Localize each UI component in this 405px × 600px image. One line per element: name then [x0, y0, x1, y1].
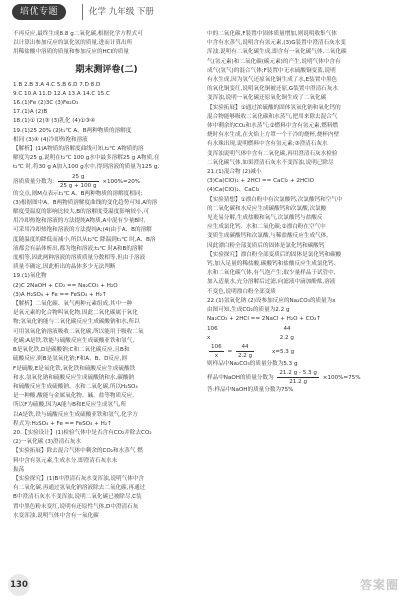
analysis-line: 变质生成碳酸钙和次氯酸,与稀盐酸反应生成气体,	[207, 233, 329, 240]
answer-line: 9.C 10.A 11.D 12.A 13.A 14.C 15.C	[13, 90, 110, 97]
subject-label: 化学 九年级 下册	[82, 4, 154, 20]
analysis-line: 用冷却热饱和溶液的方法提纯A物质,A中混有少量B时,	[13, 218, 146, 225]
answer-line: 则样品中Na₂CO₃的质量分数为5.3 g	[207, 360, 298, 367]
analysis-line: 中含有水蒸气,说明含有氢元素,(3)G装置中澄清石灰水变	[207, 40, 346, 47]
answer-line: (3)A H₂SO₄ + Fe == FeSO₄ + H₂↑	[13, 291, 107, 298]
answer-line: 【实验拓展】除去混合气体中剩余的CO₂和水蒸气 燃	[13, 448, 143, 455]
analysis-line: B是氧化铁,D是碳酸钠;C和二氧化碳反应,且B和	[13, 347, 130, 354]
analysis-line: 可用氢氧化钠溶液吸收二氧化碳,所以能用于吸收二氧	[13, 328, 144, 335]
fraction-rest: ×100%=75%	[322, 375, 361, 382]
right-column	[207, 30, 394, 395]
analysis-line: 【实验探究】漂白粉全部变质后的固体是氯化钙和碳酸	[207, 251, 342, 258]
analysis-line: 液都会有晶体析出,都为饱和溶液;t₁℃ 时A和B的溶解	[13, 245, 144, 252]
analysis-line: 浑浊,说明有二氧化碳生成,即含有一氧化碳气体,二氧化碳	[207, 49, 347, 56]
fraction-denominator: 25 g + 100 g	[59, 182, 97, 189]
analysis-line: 水和二氧化碳气体,有气泡产生;取少量样品于试管中,	[207, 270, 336, 277]
analysis-line: 质量不确定,因此析出的晶体多少无法判断	[13, 264, 116, 271]
fraction-denominator: x	[214, 352, 218, 359]
answer-line: 料中含有氢元素,生成水分,即澄清石灰水未	[13, 457, 118, 464]
answer-line: 19.(1)25 20% (2)t₁℃ A、B两种物质的溶解度	[13, 127, 132, 134]
intro-line: 以计算出参加反应的氯化氢的质量,进而计算出所	[13, 40, 133, 47]
analysis-line: 【解析】二氧化碳、氧气两种元素组成,其中一种	[13, 301, 133, 308]
solution-value: x=5.3 g	[271, 348, 295, 355]
analysis-line: 解度为25 g,说明在t₂℃ 100 g水中最多溶解25 g A物质,在	[13, 155, 160, 162]
fraction-rest: ×100%=20%	[102, 178, 141, 185]
analysis-line: 以A是铁,铁与硫酸反应生成硫酸亚铁和氢气,化学方	[13, 411, 138, 418]
proportion-line	[207, 343, 394, 360]
analysis-line: t₂℃ 时,将30 g A加入100 g水中,得到溶液的质量为125 g,	[13, 164, 160, 171]
fraction	[209, 343, 224, 360]
fraction	[58, 173, 99, 190]
analysis-line: 的交点,则M点表示t₁℃ A、B两种物质的溶解度相同;	[13, 190, 143, 197]
analysis-line: 和水,氢氧化钠和硫酸反应生成硫酸钠和水,碳酸钠	[13, 374, 135, 381]
left-column	[13, 30, 200, 521]
analysis-line: 程式为:H₂SO₄ + Fe == FeSO₄ + H₂↑	[13, 420, 112, 427]
fraction-denominator: 21.2 g	[289, 379, 308, 386]
analysis-line: 所以F为硫酸,因为A能与B和E反应生成氢气,所	[13, 402, 127, 409]
answer-line: (2)一氧化碳 (3)澄清石灰水	[13, 439, 81, 446]
analysis-line: 烧时有水生成,在火焰上方罩一个干冷的烧杯,烧杯内壁	[207, 132, 340, 139]
analysis-line: 解度受温度的影响比较大,B的溶解度受温度影响较小,可	[13, 209, 150, 216]
fraction-denominator: 2.2 g	[237, 352, 253, 359]
answer-line: 17.(1)A (2)B	[13, 109, 48, 116]
analysis-line: 度随温度的降低而减小,所以从t₂℃ 降温到t₁℃ 时,A、B溶	[13, 236, 156, 243]
formula-line	[13, 173, 200, 190]
answer-line: 19.(1)氧化物	[13, 273, 47, 280]
answer-line: 相同 (3)④ (4)冷却热饱和溶液	[13, 136, 88, 143]
analysis-line: 【实验探究】(1)B中澄清石灰水变浑浊,说明气体中含	[13, 475, 145, 482]
analysis-line: 见光易分解,生成盐酸和氧气,次氯酸钙与盐酸反	[207, 215, 323, 222]
analysis-line: 应生成氯化钙、水和二氧化碳;②漂白粉在空气中	[207, 224, 326, 231]
analysis-line: 有水珠出现,说明燃料中含有氢元素;③澄清石灰水	[207, 141, 328, 148]
analysis-line: 混合物能够吸收二氧化碳和水蒸气,把用来除去混合气	[207, 113, 338, 120]
analysis-line: 有水生成,因为氢气还原氧化铜生成了水,E装置中黑色	[207, 77, 338, 84]
formula-line	[207, 369, 394, 386]
analysis-line: 【解析】(1)A物质的溶解度曲线可知,t₂℃ A物质的溶	[13, 146, 144, 153]
analysis-line: 置中黑色粉末变红,说明有还原性气体,D中澄清石灰	[13, 503, 139, 510]
analysis-line: 加入适量水,充分溶解后过滤,向滤液中滴加酚酞,溶液	[207, 279, 336, 286]
final-answer: 答:样品中NaOH的质量分数为75%	[207, 387, 294, 394]
intro-line: 不再反应,最终生成8.8 g二氧化碳,根据化学方程式可	[13, 31, 143, 37]
fraction	[277, 369, 319, 386]
answer-line: 21.(1)混合物 (2)减小	[207, 169, 262, 176]
analysis-line: 二氧化碳气体,如果澄清石灰水不变浑浊,说明已除尽	[207, 159, 334, 166]
analysis-line: 是一种酸,酸能与金属氧化物、碱、盐等物质反应,	[13, 393, 135, 400]
analysis-line: 因此漂白粉全部变质后的固体是氯化钙和碳酸钙	[207, 242, 325, 249]
equation-line: 106 44	[207, 325, 291, 332]
analysis-line: 度相等,因此两种溶液的溶质质量分数相等,但由于溶液	[13, 255, 146, 262]
answer-line: (3)Ca(ClO)₂ + 2HCl == CaCl₂ + 2HClO	[207, 178, 315, 185]
answer-line: 1.B 2.B 3.A 4.C 5.B 6.D 7.D 8.D	[13, 81, 101, 88]
answer-line: 振荡	[13, 466, 25, 473]
analysis-line: 体中剩余的CO₂和水蒸气;②燃料中含有氢元素,燃料燃	[207, 123, 339, 130]
analysis-line: 成气(氢气)的混合气体;F装置中无水硫酸铜变蓝,说明	[207, 67, 336, 74]
analysis-line: B中澄清石灰水不变浑浊,说明二氧化碳已被除尽,C装	[13, 494, 142, 501]
analysis-line: 是氧元素的化合物叫氧化物,因此二氧化碳属于氧化	[13, 310, 138, 317]
analysis-line: 可采用冷却热饱和溶液的方法提纯A;(4)由于A、B的溶解	[13, 227, 152, 234]
fraction-numerator: 106	[211, 343, 222, 350]
analysis-line: 有二氧化碳,再通过氢氧化钠溶液除去二氧化碳,再通过	[13, 485, 146, 492]
watermark: 答案圈	[359, 578, 399, 592]
answer-line: 16.(1)Fe (2)3C (3)Fe₂O₃	[13, 100, 79, 107]
analysis-line: 的氧化铜变红,说明氧化铜被还原,G装置中澄清石灰水	[207, 86, 338, 93]
analysis-line: 变浑浊,说明一氧化碳还原氧化铜生成了二氧化碳	[207, 95, 327, 102]
analysis-line: 化碳;A是铁,铁能与硫酸反应生成硫酸亚铁和氢气,	[13, 337, 135, 344]
equals-sign: =	[227, 348, 233, 355]
analysis-line: F是硫酸,E是氧化铁,氧化铁和硫酸反应生成硫酸铁	[13, 365, 136, 372]
analysis-line: 【实验猜想】①漂白粉中有次氯酸钙,次氯酸钙和空气中	[207, 196, 343, 203]
fraction-numerator: 44	[236, 343, 254, 352]
analysis-line: 气(氢元素)和二氧化碳(碳元素)的产生,说明气体中含有	[207, 58, 341, 65]
answer-line: (4)Ca(ClO)₂、CaCl₂	[207, 187, 260, 194]
analysis-line: 硫酸反应,则B是氢氧化钠;F和A、B、D反应,则	[13, 356, 127, 363]
fraction	[236, 343, 254, 360]
answer-line: (2)C 2NaOH + CO₂ == Na₂CO₃ + H₂O	[13, 282, 118, 289]
page-header	[0, 0, 405, 26]
page-number: 130	[8, 574, 30, 596]
analysis-line: 不变色,说明漂白粉全部变质	[207, 288, 276, 295]
answer-line: 18.(1)① (2)③ (3)乳化 (4)①③④	[13, 118, 96, 125]
answer-line: 20.【实验设计】(1)检验气体中是否含有CO₂并除去CO₂	[13, 429, 152, 436]
analysis-line: 物;氢氧化钠能与二氧化碳反应生成碳酸钠和水,所以	[13, 319, 140, 326]
analysis-line: 钙,加入足量的稀盐酸,碳酸钙和盐酸反应生成氯化钙、	[207, 261, 340, 268]
analysis-line: 和硫酸反应生成硫酸钠、水和二氧化碳,所以H₂SO₄	[13, 383, 138, 390]
analysis-line: 水变浑浊,说明气体中含有一氧化碳	[13, 512, 99, 519]
analysis-line: 中的二氧化碳,F装置中固体质量增加,则说明收集气体	[207, 31, 337, 37]
analysis-line: 溶质质量分数为:	[13, 178, 55, 185]
fraction-numerator: 21.2 g - 5.3 g	[279, 370, 317, 377]
analysis-line: 的二氧化碳和水反应生成碳酸钙和次氯酸,次氯酸	[207, 205, 327, 212]
answer-line: 样品中NaOH的质量分数为	[207, 375, 274, 382]
analysis-line: (3)根据图中A、B两物质溶解度曲线的变化趋势可知,A的溶	[13, 199, 158, 206]
answer-line: 由图可知,生成CO₂的质量为2.2 g	[207, 307, 290, 314]
fraction-numerator: 25 g	[58, 173, 99, 182]
equation-line: x 2.2 g	[207, 334, 294, 341]
section-title: 期末测评卷(二)	[75, 64, 138, 75]
intro-line: 用稀盐酸中溶质的质量和参加反应的HCl的质量	[13, 49, 129, 56]
series-badge: 培优专题	[12, 4, 66, 20]
analysis-line: 【实验拓展】①通过浓硫酸的固体氢氧化钠和氧化钙的	[207, 104, 341, 111]
analysis-line: 变浑浊说明气体中含有二氧化碳,再用澄清石灰水检验	[207, 150, 338, 157]
answer-line: 22.(1)氢氧化钠 (2)设参加反应的Na₂CO₃的质量为x	[207, 297, 336, 304]
equation-line: Na₂CO₃ + 2HCl == 2NaCl + H₂O + CO₂↑	[207, 316, 322, 323]
